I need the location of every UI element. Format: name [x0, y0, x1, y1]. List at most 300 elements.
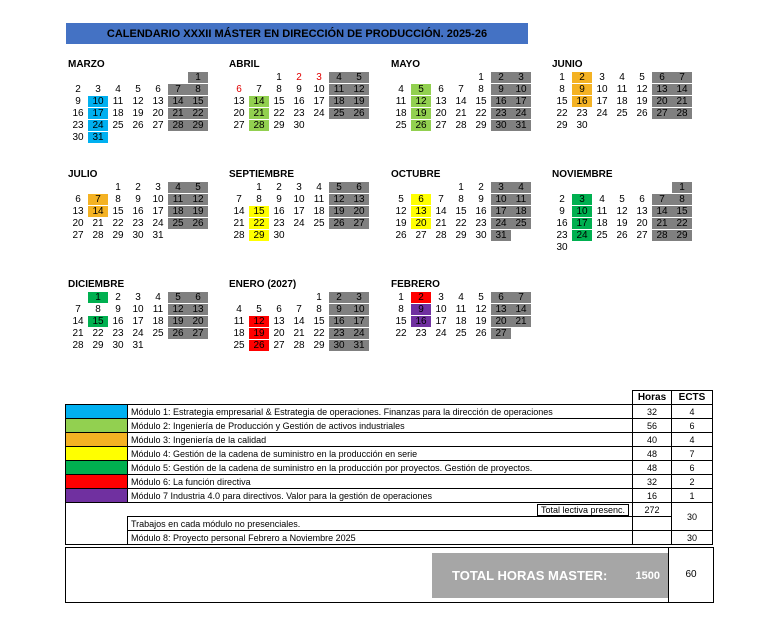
- module-row: [66, 475, 713, 489]
- day-cell: 7: [236, 194, 242, 205]
- day-cell: 15: [475, 96, 487, 107]
- day-cell: 27: [349, 218, 369, 229]
- month-6: [391, 168, 541, 241]
- day-cell: 4: [329, 72, 349, 83]
- day-cell: 4: [458, 292, 464, 303]
- day-cell: 31: [349, 340, 369, 351]
- day-cell: 29: [112, 230, 124, 241]
- day-cell: 12: [411, 96, 431, 107]
- page-title: CALENDARIO XXXII MÁSTER EN DIRECCIÓN DE PRODUCCIÓN. 2025-26: [66, 23, 528, 44]
- day-cell: 15: [395, 316, 407, 327]
- day-cell: 27: [72, 230, 84, 241]
- day-cell: 24: [88, 120, 108, 131]
- day-cell: 21: [672, 96, 692, 107]
- day-cell: 20: [72, 218, 84, 229]
- day-cell: 16: [329, 316, 349, 327]
- day-cell: 27: [636, 230, 648, 241]
- day-cell: 29: [313, 340, 325, 351]
- day-cell: 26: [329, 218, 349, 229]
- day-cell: 26: [616, 230, 628, 241]
- day-cell: 28: [455, 120, 467, 131]
- day-cell: 12: [475, 304, 487, 315]
- module-horas: 32: [633, 405, 672, 419]
- day-cell: 30: [72, 132, 84, 143]
- day-cell: 14: [233, 206, 245, 217]
- module-row: [66, 447, 713, 461]
- day-cell: 7: [672, 72, 692, 83]
- day-cell: 29: [455, 230, 467, 241]
- day-cell: 7: [458, 84, 464, 95]
- day-cell: 24: [293, 218, 305, 229]
- day-cell: 20: [188, 316, 208, 327]
- day-cell: 15: [455, 206, 467, 217]
- day-cell: 29: [188, 120, 208, 131]
- day-cell: 14: [88, 206, 108, 217]
- module-color-swatch: [66, 405, 128, 419]
- day-cell: 6: [639, 194, 645, 205]
- day-cell: 13: [435, 96, 447, 107]
- trabajos-ects: 30: [672, 503, 713, 531]
- day-cell: 21: [233, 218, 245, 229]
- day-cell: 28: [672, 108, 692, 119]
- day-cell: 19: [636, 96, 648, 107]
- day-cell: 8: [256, 194, 262, 205]
- day-cell: 24: [572, 230, 592, 241]
- modulo8-row: [66, 531, 713, 545]
- day-cell: 18: [511, 206, 531, 217]
- month-8: [68, 278, 218, 351]
- day-cell: 31: [88, 132, 108, 143]
- ects-header: ECTS: [672, 391, 713, 405]
- day-cell: 18: [455, 316, 467, 327]
- day-cell: 20: [491, 316, 511, 327]
- day-cell: 6: [438, 84, 444, 95]
- day-cell: 26: [188, 218, 208, 229]
- module-horas: 40: [633, 433, 672, 447]
- day-cell: 10: [572, 206, 592, 217]
- day-cell: 30: [293, 120, 305, 131]
- day-cell: 28: [249, 120, 269, 131]
- day-cell: 21: [72, 328, 84, 339]
- day-cell: 5: [349, 72, 369, 83]
- module-legend-table: [65, 390, 713, 545]
- day-cell: 8: [188, 84, 208, 95]
- day-cell: 13: [233, 96, 245, 107]
- day-cell: 28: [92, 230, 104, 241]
- day-cell: 12: [132, 96, 144, 107]
- day-cell: 11: [455, 304, 467, 315]
- day-cell: 28: [72, 340, 84, 351]
- day-cell: 3: [438, 292, 444, 303]
- day-cell: 22: [395, 328, 407, 339]
- day-cell: 6: [276, 304, 282, 315]
- day-cell: 4: [398, 84, 404, 95]
- day-cell: 24: [313, 108, 325, 119]
- day-cell: 6: [652, 72, 672, 83]
- day-cell: 5: [398, 194, 404, 205]
- day-cell: 10: [152, 194, 164, 205]
- day-cell: 4: [168, 182, 188, 193]
- day-cell: 17: [152, 206, 164, 217]
- day-cell: 6: [236, 84, 242, 95]
- day-cell: 12: [616, 206, 628, 217]
- day-cell: 7: [256, 84, 262, 95]
- day-cell: 24: [435, 328, 447, 339]
- day-cell: 31: [491, 230, 511, 241]
- day-cell: 13: [411, 206, 431, 217]
- module-ects: 6: [672, 419, 713, 433]
- day-cell: 23: [293, 108, 305, 119]
- month-9: [229, 278, 379, 351]
- day-cell: 26: [349, 108, 369, 119]
- day-cell: 10: [349, 304, 369, 315]
- day-cell: 25: [313, 218, 325, 229]
- day-cell: 25: [329, 108, 349, 119]
- day-cell: 12: [329, 194, 349, 205]
- day-cell: 16: [556, 218, 568, 229]
- day-cell: 15: [273, 96, 285, 107]
- day-cell: 29: [273, 120, 285, 131]
- day-cell: 23: [329, 328, 349, 339]
- month-name: MARZO: [68, 59, 105, 70]
- day-cell: 5: [411, 84, 431, 95]
- module-ects: 2: [672, 475, 713, 489]
- day-cell: 2: [329, 292, 349, 303]
- day-cell: 13: [652, 84, 672, 95]
- horas-header: Horas: [633, 391, 672, 405]
- day-cell: 22: [475, 108, 487, 119]
- module-ects: 6: [672, 461, 713, 475]
- month-name: MAYO: [391, 59, 421, 70]
- day-cell: 12: [168, 304, 188, 315]
- day-cell: 22: [249, 218, 269, 229]
- day-cell: 20: [233, 108, 245, 119]
- day-cell: 30: [556, 242, 568, 253]
- day-cell: 25: [152, 328, 164, 339]
- day-cell: 12: [188, 194, 208, 205]
- module-label: Módulo 5: Gestión de la cadena de suministro en la producción por proyectos. Gestión de proyectos.: [128, 461, 633, 475]
- day-cell: 28: [168, 120, 188, 131]
- day-cell: 23: [576, 108, 588, 119]
- day-cell: 10: [313, 84, 325, 95]
- day-cell: 14: [168, 96, 188, 107]
- day-cell: 21: [511, 316, 531, 327]
- day-cell: 9: [329, 304, 349, 315]
- day-cell: 23: [112, 328, 124, 339]
- day-cell: 29: [92, 340, 104, 351]
- month-name: DICIEMBRE: [68, 279, 125, 290]
- total-lectiva-horas: 272: [633, 503, 672, 517]
- day-cell: 3: [296, 182, 302, 193]
- module-horas: 48: [633, 447, 672, 461]
- day-cell: 30: [112, 340, 124, 351]
- day-cell: 13: [636, 206, 648, 217]
- day-cell: 8: [316, 304, 322, 315]
- module-label: Módulo 1: Estrategia empresarial & Estrategia de operaciones. Finanzas para la dirección de operaciones: [128, 405, 633, 419]
- day-cell: 4: [599, 194, 605, 205]
- day-cell: 22: [455, 218, 467, 229]
- day-cell: 4: [115, 84, 121, 95]
- day-cell: 14: [293, 316, 305, 327]
- day-cell: 11: [152, 304, 164, 315]
- day-cell: 26: [132, 120, 144, 131]
- day-cell: 30: [576, 120, 588, 131]
- day-cell: 19: [188, 206, 208, 217]
- day-cell: 19: [395, 218, 407, 229]
- day-cell: 8: [398, 304, 404, 315]
- day-cell: 2: [491, 72, 511, 83]
- day-cell: 5: [168, 292, 188, 303]
- day-cell: 6: [188, 292, 208, 303]
- modulo8-ects: 30: [672, 531, 713, 545]
- day-cell: 18: [616, 96, 628, 107]
- day-cell: 25: [616, 108, 628, 119]
- day-cell: 8: [672, 194, 692, 205]
- module-horas: 48: [633, 461, 672, 475]
- module-horas: 32: [633, 475, 672, 489]
- day-cell: 3: [572, 194, 592, 205]
- day-cell: 5: [256, 304, 262, 315]
- month-10: [391, 278, 541, 339]
- day-cell: 20: [636, 218, 648, 229]
- module-label: Módulo 4: Gestión de la cadena de suministro en la producción en serie: [128, 447, 633, 461]
- day-cell: 7: [168, 84, 188, 95]
- module-label: Módulo 3: Ingeniería de la calidad: [128, 433, 633, 447]
- day-cell: 19: [132, 108, 144, 119]
- day-cell: 3: [316, 72, 322, 83]
- day-cell: 10: [88, 96, 108, 107]
- month-0: [68, 58, 218, 143]
- month-name: FEBRERO: [391, 279, 440, 290]
- day-cell: 1: [458, 182, 464, 193]
- month-name: JULIO: [68, 169, 98, 180]
- day-cell: 14: [435, 206, 447, 217]
- day-cell: 24: [491, 218, 511, 229]
- day-cell: 14: [511, 304, 531, 315]
- day-cell: 12: [636, 84, 648, 95]
- day-cell: 6: [411, 194, 431, 205]
- day-cell: 6: [491, 292, 511, 303]
- day-cell: 26: [411, 120, 431, 131]
- day-cell: 20: [411, 218, 431, 229]
- day-cell: 16: [273, 206, 285, 217]
- day-cell: 18: [233, 328, 245, 339]
- month-2: [391, 58, 541, 131]
- day-cell: 1: [256, 182, 262, 193]
- day-cell: 2: [478, 182, 484, 193]
- legend-header-row: [66, 391, 713, 405]
- day-cell: 11: [112, 96, 124, 107]
- day-cell: 30: [132, 230, 144, 241]
- day-cell: 3: [135, 292, 141, 303]
- day-cell: 17: [491, 206, 511, 217]
- day-cell: 8: [458, 194, 464, 205]
- day-cell: 5: [329, 182, 349, 193]
- day-cell: 29: [475, 120, 487, 131]
- day-cell: 7: [652, 194, 672, 205]
- day-cell: 25: [596, 230, 608, 241]
- day-cell: 11: [616, 84, 628, 95]
- day-cell: 11: [395, 96, 407, 107]
- day-cell: 21: [293, 328, 305, 339]
- day-cell: 8: [276, 84, 282, 95]
- day-cell: 16: [572, 96, 592, 107]
- day-cell: 1: [672, 182, 692, 193]
- day-cell: 28: [435, 230, 447, 241]
- module-color-swatch: [66, 433, 128, 447]
- day-cell: 1: [88, 292, 108, 303]
- day-cell: 1: [115, 182, 121, 193]
- month-5: [229, 168, 379, 241]
- day-cell: 15: [88, 316, 108, 327]
- day-cell: 17: [88, 108, 108, 119]
- day-cell: 6: [75, 194, 81, 205]
- day-cell: 3: [599, 72, 605, 83]
- month-name: ENERO (2027): [229, 279, 297, 290]
- day-cell: 27: [415, 230, 427, 241]
- trabajos-row: [66, 517, 713, 531]
- day-cell: 22: [556, 108, 568, 119]
- day-cell: 19: [349, 96, 369, 107]
- day-cell: 19: [168, 316, 188, 327]
- day-cell: 31: [132, 340, 144, 351]
- day-cell: 27: [435, 120, 447, 131]
- day-cell: 19: [616, 218, 628, 229]
- day-cell: 20: [435, 108, 447, 119]
- day-cell: 21: [168, 108, 188, 119]
- day-cell: 25: [233, 340, 245, 351]
- day-cell: 9: [559, 206, 565, 217]
- day-cell: 29: [556, 120, 568, 131]
- day-cell: 8: [95, 304, 101, 315]
- day-cell: 13: [188, 304, 208, 315]
- day-cell: 9: [135, 194, 141, 205]
- day-cell: 16: [132, 206, 144, 217]
- module-ects: 7: [672, 447, 713, 461]
- day-cell: 19: [475, 316, 487, 327]
- day-cell: 8: [559, 84, 565, 95]
- day-cell: 27: [152, 120, 164, 131]
- day-cell: 11: [313, 194, 325, 205]
- module-row: [66, 433, 713, 447]
- trabajos-label: Trabajos en cada módulo no presenciales.: [128, 517, 633, 531]
- day-cell: 23: [273, 218, 285, 229]
- day-cell: 4: [511, 182, 531, 193]
- day-cell: 1: [276, 72, 282, 83]
- day-cell: 16: [491, 96, 511, 107]
- total-lectiva-row: [66, 503, 713, 517]
- day-cell: 9: [478, 194, 484, 205]
- day-cell: 19: [411, 108, 431, 119]
- day-cell: 25: [511, 218, 531, 229]
- day-cell: 30: [475, 230, 487, 241]
- day-cell: 22: [273, 108, 285, 119]
- day-cell: 2: [115, 292, 121, 303]
- day-cell: 26: [475, 328, 487, 339]
- day-cell: 28: [293, 340, 305, 351]
- day-cell: 9: [572, 84, 592, 95]
- day-cell: 28: [233, 230, 245, 241]
- day-cell: 23: [415, 328, 427, 339]
- day-cell: 26: [249, 340, 269, 351]
- day-cell: 9: [296, 84, 302, 95]
- day-cell: 26: [168, 328, 188, 339]
- modulo8-label: Módulo 8: Proyecto personal Febrero a Noviembre 2025: [128, 531, 633, 545]
- day-cell: 1: [478, 72, 484, 83]
- day-cell: 6: [155, 84, 161, 95]
- month-name: NOVIEMBRE: [552, 169, 613, 180]
- day-cell: 7: [88, 194, 108, 205]
- day-cell: 13: [152, 96, 164, 107]
- day-cell: 17: [596, 96, 608, 107]
- day-cell: 5: [135, 84, 141, 95]
- day-cell: 24: [349, 328, 369, 339]
- day-cell: 7: [438, 194, 444, 205]
- day-cell: 15: [313, 316, 325, 327]
- day-cell: 14: [652, 206, 672, 217]
- day-cell: 18: [395, 108, 407, 119]
- day-cell: 29: [249, 230, 269, 241]
- day-cell: 16: [293, 96, 305, 107]
- day-cell: 24: [132, 328, 144, 339]
- day-cell: 23: [72, 120, 84, 131]
- month-name: JUNIO: [552, 59, 583, 70]
- day-cell: 30: [273, 230, 285, 241]
- month-1: [229, 58, 379, 131]
- day-cell: 22: [672, 218, 692, 229]
- day-cell: 11: [511, 194, 531, 205]
- day-cell: 15: [556, 96, 568, 107]
- day-cell: 16: [112, 316, 124, 327]
- day-cell: 13: [273, 316, 285, 327]
- day-cell: 24: [596, 108, 608, 119]
- day-cell: 10: [293, 194, 305, 205]
- day-cell: 22: [92, 328, 104, 339]
- total-box: [432, 553, 668, 598]
- month-3: [552, 58, 702, 131]
- total-label: TOTAL HORAS MASTER:: [452, 568, 608, 583]
- day-cell: 4: [619, 72, 625, 83]
- module-row: [66, 419, 713, 433]
- day-cell: 17: [293, 206, 305, 217]
- day-cell: 15: [249, 206, 269, 217]
- module-color-swatch: [66, 489, 128, 503]
- day-cell: 25: [168, 218, 188, 229]
- day-cell: 18: [313, 206, 325, 217]
- day-cell: 19: [329, 206, 349, 217]
- day-cell: 9: [75, 96, 81, 107]
- day-cell: 7: [511, 292, 531, 303]
- day-cell: 30: [491, 120, 511, 131]
- day-cell: 1: [316, 292, 322, 303]
- day-cell: 14: [72, 316, 84, 327]
- day-cell: 17: [313, 96, 325, 107]
- day-cell: 3: [95, 84, 101, 95]
- module-horas: 56: [633, 419, 672, 433]
- day-cell: 12: [395, 206, 407, 217]
- total-ects: 60: [668, 547, 713, 602]
- day-cell: 7: [296, 304, 302, 315]
- month-7: [552, 168, 702, 253]
- day-cell: 25: [112, 120, 124, 131]
- day-cell: 21: [92, 218, 104, 229]
- day-cell: 10: [435, 304, 447, 315]
- day-cell: 2: [75, 84, 81, 95]
- day-cell: 8: [478, 84, 484, 95]
- module-row: [66, 489, 713, 503]
- module-row: [66, 461, 713, 475]
- day-cell: 4: [155, 292, 161, 303]
